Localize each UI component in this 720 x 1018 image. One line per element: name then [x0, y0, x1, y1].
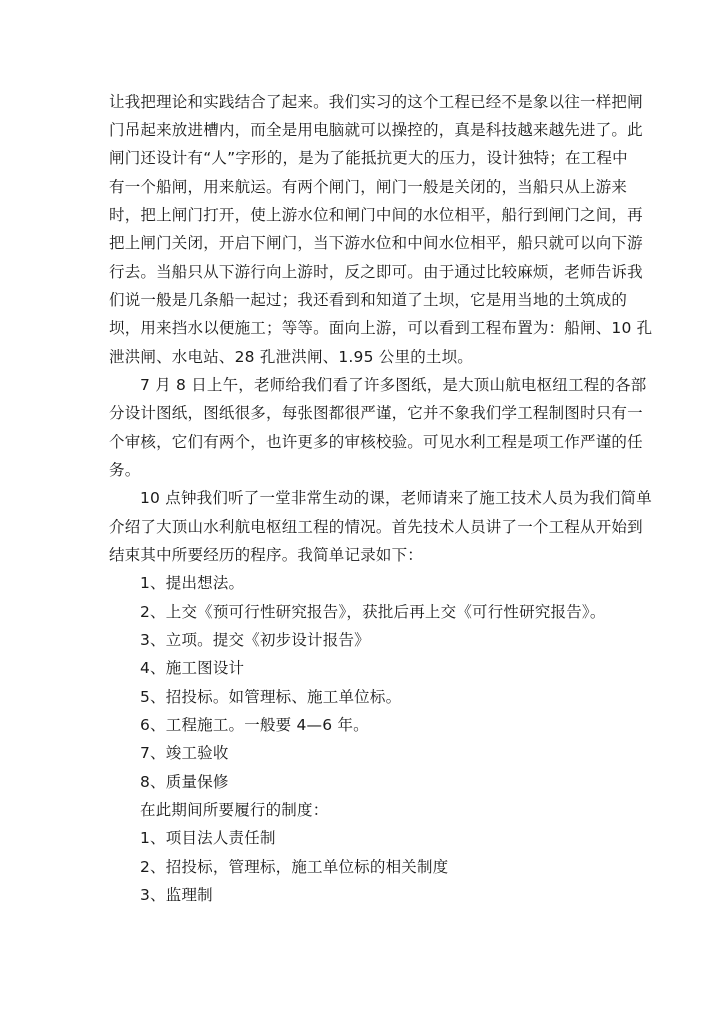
paragraph-line: 门吊起来放进槽内，而全是用电脑就可以操控的，真是科技越来越先进了。此 [109, 121, 643, 139]
paragraph-line: 们说一般是几条船一起过；我还看到和知道了土坝，它是用当地的土筑成的 [109, 291, 628, 309]
list-item: 1、提出想法。 [140, 574, 245, 592]
paragraph-line: 7 月 8 日上午，老师给我们看了许多图纸，是大顶山航电枢纽工程的各部 [140, 376, 647, 394]
paragraph-line: 行去。当船只从下游行向上游时，反之即可。由于通过比较麻烦，老师告诉我 [109, 263, 643, 281]
paragraph-line: 泄洪闸、水电站、28 孔泄洪闸、1.95 公里的土坝。 [109, 348, 473, 366]
paragraph-line: 个审核，它们有两个，也许更多的审核校验。可见水利工程是项工作严谨的任 [109, 433, 643, 451]
list-item: 7、竣工验收 [140, 744, 229, 762]
paragraph-line: 务。 [109, 461, 141, 479]
paragraph-line: 结束其中所要经历的程序。我简单记录如下： [109, 546, 424, 564]
paragraph-line: 闸门还设计有“人”字形的，是为了能抵抗更大的压力，设计独特；在工程中 [109, 149, 628, 167]
list-item: 2、招投标，管理标，施工单位标的相关制度 [140, 858, 449, 876]
section-heading: 在此期间所要履行的制度： [140, 801, 329, 819]
paragraph-line: 坝，用来挡水以便施工；等等。面向上游，可以看到工程布置为：船闸、10 孔 [109, 319, 653, 337]
list-item: 3、监理制 [140, 886, 213, 904]
list-item: 2、上交《预可行性研究报告》，获批后再上交《可行性研究报告》。 [140, 603, 606, 621]
paragraph-line: 分设计图纸，图纸很多，每张图都很严谨，它并不象我们学工程制图时只有一 [109, 404, 643, 422]
list-item: 6、工程施工。一般要 4—6 年。 [140, 716, 369, 734]
paragraph-line: 把上闸门关闭，开启下闸门，当下游水位和中间水位相平，船只就可以向下游 [109, 234, 643, 252]
list-item: 8、质量保修 [140, 773, 229, 791]
paragraph-line: 时，把上闸门打开，使上游水位和闸门中间的水位相平，船行到闸门之间，再 [109, 206, 643, 224]
list-item: 5、招投标。如管理标、施工单位标。 [140, 688, 402, 706]
paragraph-line: 介绍了大顶山水利航电枢纽工程的情况。首先技术人员讲了一个工程从开始到 [109, 518, 643, 536]
list-item: 3、立项。提交《初步设计报告》 [140, 631, 370, 649]
list-item: 1、项目法人责任制 [140, 829, 276, 847]
paragraph-line: 10 点钟我们听了一堂非常生动的课，老师请来了施工技术人员为我们简单 [140, 489, 652, 507]
paragraph-line: 有一个船闸，用来航运。有两个闸门，闸门一般是关闭的，当船只从上游来 [109, 178, 628, 196]
list-item: 4、施工图设计 [140, 659, 245, 677]
paragraph-line: 让我把理论和实践结合了起来。我们实习的这个工程已经不是象以往一样把闸 [109, 93, 643, 111]
